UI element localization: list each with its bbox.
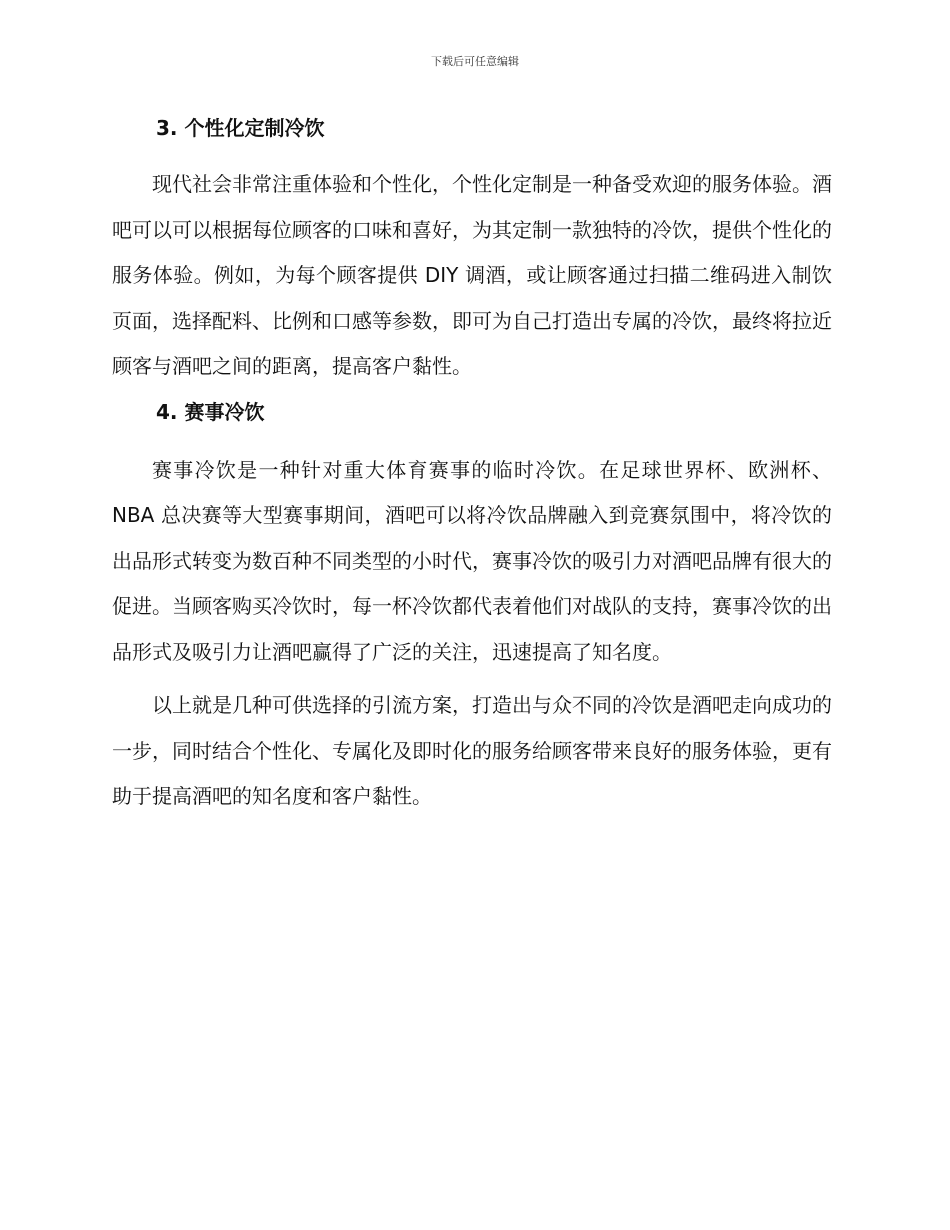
document-body — [112, 112, 832, 820]
paragraph-conclusion: 以上就是几种可供选择的引流方案，打造出与众不同的冷饮是酒吧走向成功的一步，同时结合个性化、专属化及即时化的服务给顾客带来良好的服务体验，更有助于提高酒吧的知名度和客户黏性。 — [112, 693, 832, 808]
section-heading-custom-drinks: 3. 个性化定制冷饮 — [156, 116, 325, 140]
page-header-note: 下载后可任意编辑 — [431, 55, 519, 68]
paragraph-event-drinks: 赛事冷饮是一种针对重大体育赛事的临时冷饮。在足球世界杯、欧洲杯、NBA 总决赛等大型赛事期间，酒吧可以将冷饮品牌融入到竞赛氛围中，将冷饮的出品形式转变为数百种不同类型的小时代，赛事冷饮的吸引力对酒吧品牌有很大的促进。当顾客购买冷饮时，每一杯冷饮都代表着他们对战队的支持，赛事冷饮的出品形式及吸引力让酒吧赢得了广泛的关注，迅速提高了知名度。 — [112, 457, 832, 664]
paragraph-custom-drinks: 现代社会非常注重体验和个性化，个性化定制是一种备受欢迎的服务体验。酒吧可以可以根据每位顾客的口味和喜好，为其定制一款独特的冷饮，提供个性化的服务体验。例如，为每个顾客提供 DIY 调酒，或让顾客通过扫描二维码进入制饮页面，选择配料、比例和口感等参数，即可为自己打造出专属的冷饮，最终将拉近顾客与酒吧之间的距离，提高客户黏性。 — [112, 172, 832, 378]
section-heading-event-drinks: 4. 赛事冷饮 — [156, 399, 265, 424]
